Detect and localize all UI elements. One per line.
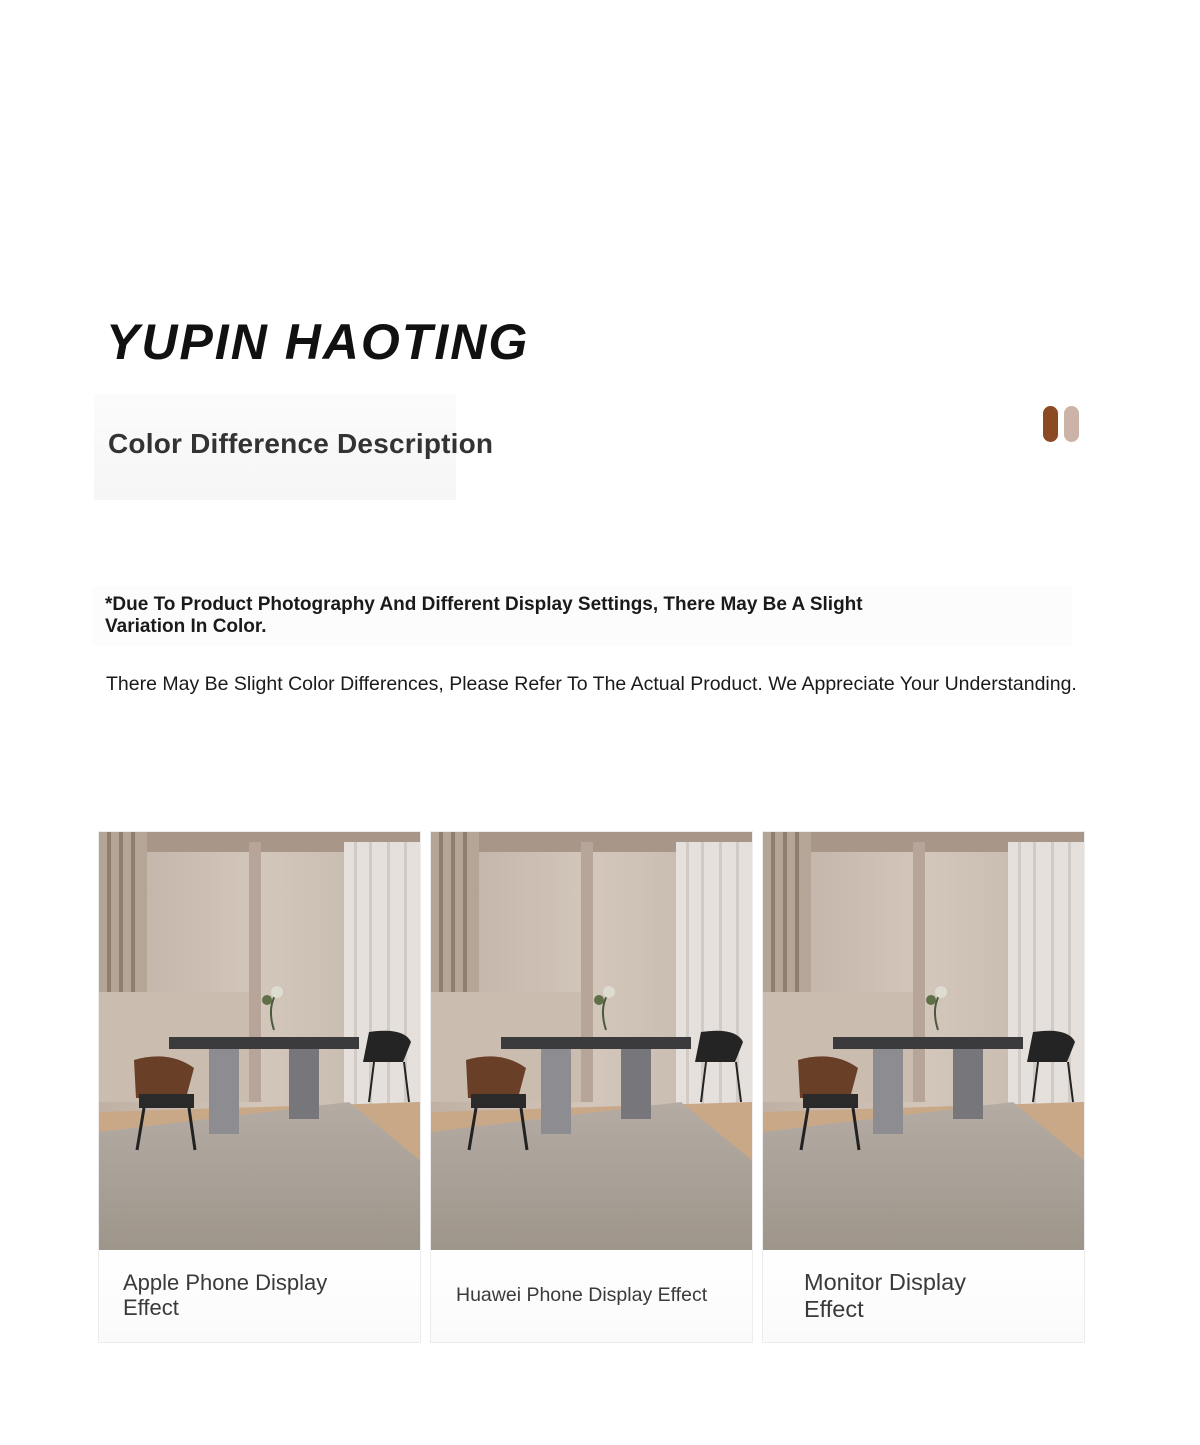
brand-logo-text: YUPIN HAOTING	[106, 314, 530, 370]
card-monitor	[762, 831, 1085, 1343]
caption-apple-phone: Apple Phone Display Effect	[123, 1270, 328, 1320]
display-comparison-cards	[98, 831, 1088, 1344]
card-apple-phone	[98, 831, 421, 1343]
card-caption	[99, 1250, 421, 1343]
color-swatches	[1043, 406, 1079, 442]
color-variation-notice: *Due To Product Photography And Different Display Settings, There May Be A Slight Variation In Color.	[105, 594, 863, 637]
card-huawei-phone	[430, 831, 753, 1343]
section-title: Color Difference Description	[108, 428, 494, 459]
card-caption	[763, 1250, 1085, 1343]
caption-huawei-phone: Huawei Phone Display Effect	[456, 1284, 708, 1306]
caption-monitor: Monitor Display Effect	[804, 1269, 966, 1322]
swatch-light-beige	[1064, 406, 1079, 442]
dining-room-photo	[99, 832, 421, 1250]
color-difference-note: There May Be Slight Color Differences, Please Refer To The Actual Product. We Appreciate Your Understanding.	[106, 673, 1077, 695]
swatch-dark-brown	[1043, 406, 1058, 442]
dining-room-photo	[431, 832, 753, 1250]
card-caption	[431, 1250, 753, 1343]
dining-room-photo	[763, 832, 1085, 1250]
